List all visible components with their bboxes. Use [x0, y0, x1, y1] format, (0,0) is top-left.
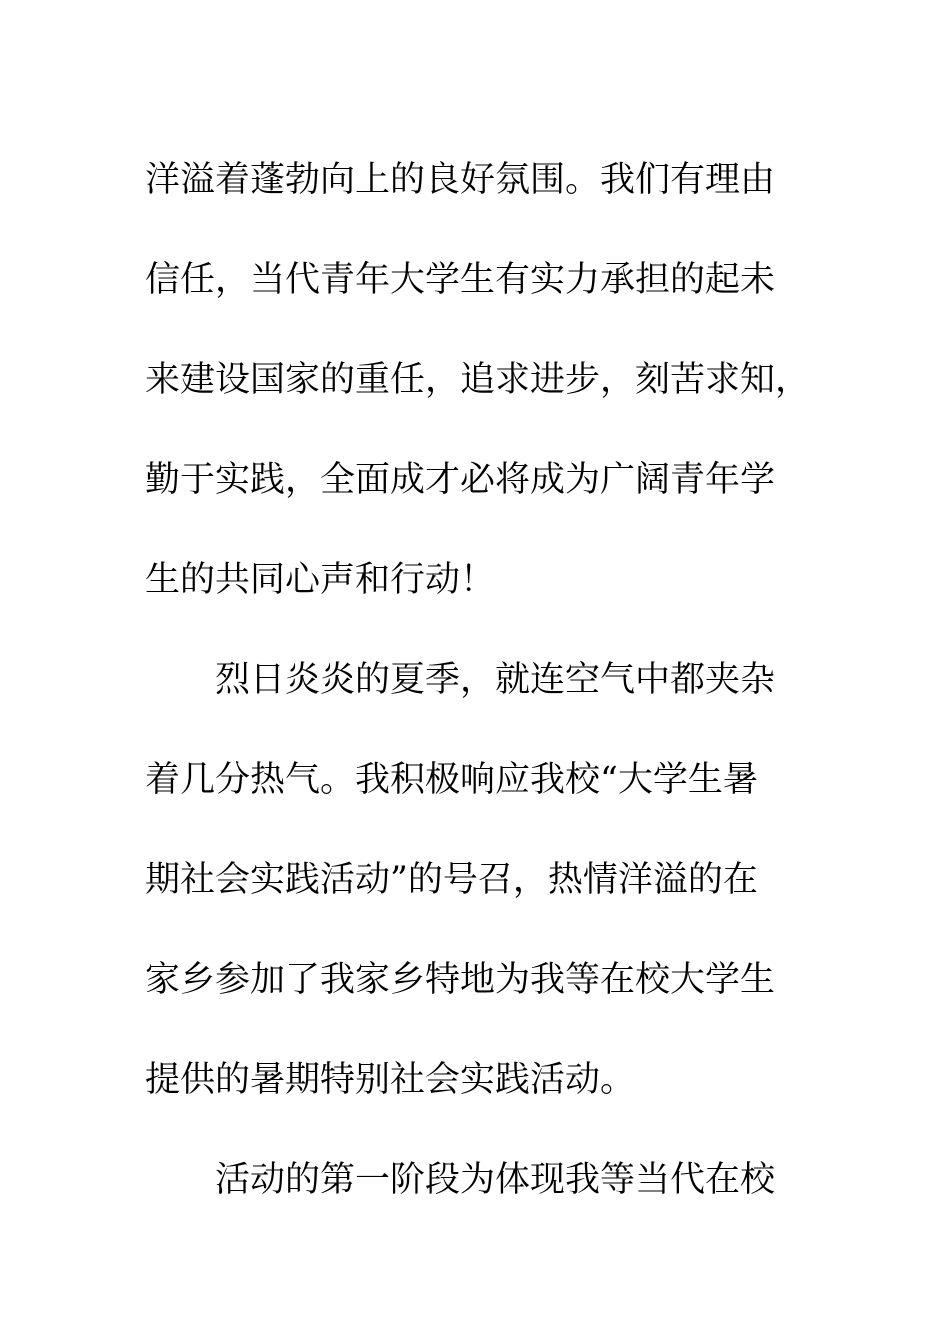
- text-line: 提供的暑期特别社会实践活动。: [145, 1060, 636, 1100]
- text-line: 来建设国家的重任，追求进步，刻苦求知，: [145, 360, 811, 400]
- paragraph-start-line: 活动的第一阶段为体现我等当代在校: [215, 1160, 776, 1200]
- text-line: 勤于实践，全面成才必将成为广阔青年学: [145, 460, 776, 500]
- text-line: 家乡参加了我家乡特地为我等在校大学生: [145, 960, 776, 1000]
- paragraph-start-line: 烈日炎炎的夏季，就连空气中都夹杂: [215, 660, 776, 700]
- text-line: 期社会实践活动”的号召，热情洋溢的在: [145, 860, 758, 900]
- text-line: 着几分热气。我积极响应我校“大学生暑: [145, 760, 758, 800]
- text-line: 信任，当代青年大学生有实力承担的起未: [145, 260, 776, 300]
- body-text: [145, 130, 815, 1230]
- text-line: 洋溢着蓬勃向上的良好氛围。我们有理由: [145, 160, 776, 200]
- text-line: 生的共同心声和行动！: [145, 560, 496, 600]
